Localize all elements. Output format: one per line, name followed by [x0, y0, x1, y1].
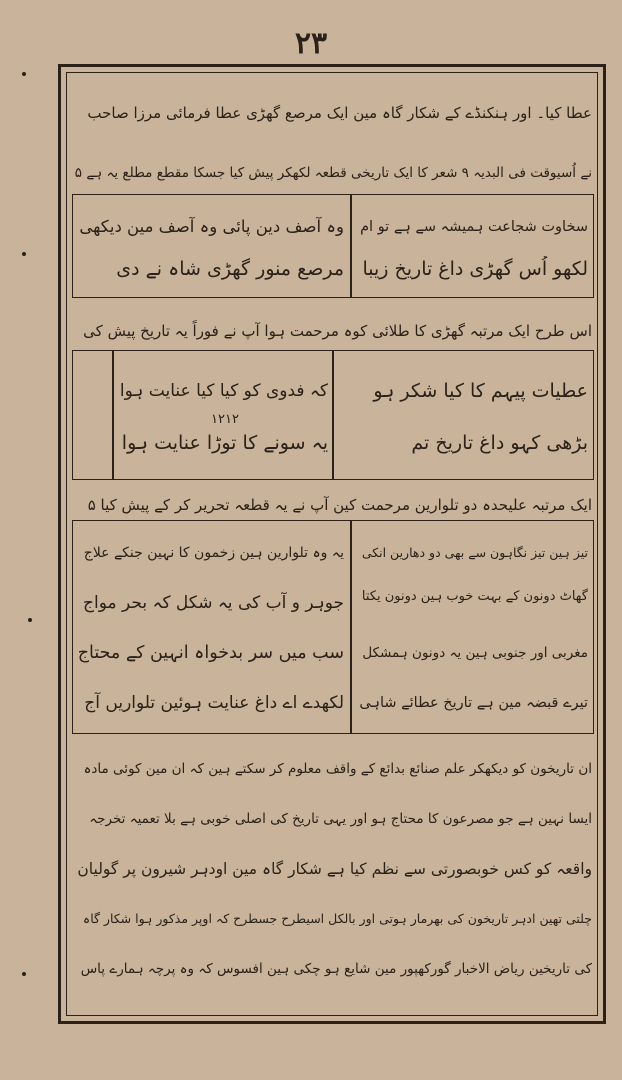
- verse3-left-4: لکھدے اے داغ عنایت ہوئین تلواریں آج: [84, 693, 344, 713]
- verse1-left-1: وہ آصف دین پائی وہ آصف مین دیکھی: [79, 217, 344, 236]
- verse2-right-2: بڑھی کہو داغ تاریخ تم: [411, 432, 588, 454]
- verse1-right-1: سخاوت شجاعت ہمیشہ سے ہے تو ام: [360, 219, 588, 235]
- verse3-right-1: تیز ہین تیز نگاہون سے بھی دو دھارین انکی: [361, 545, 588, 560]
- verse3-right-3: مغربی اور جنوبی ہین یہ دونون ہمشکل: [362, 645, 588, 661]
- paragraph-3: ایک مرتبہ علیحدہ دو تلوارین مرحمت کین آپ نے یہ قطعہ تحریر کر کے پیش کیا ۵: [87, 496, 592, 514]
- verse2-divider: [332, 350, 334, 480]
- margin-dot: [22, 972, 26, 976]
- verse3-left-3: سب میں سر بدخواہ انہین کے محتاج: [78, 643, 344, 663]
- verse1-left-2: مرصع منور گھڑی شاہ نے دی: [116, 258, 344, 280]
- page-number: ۲۳: [294, 26, 328, 61]
- verse1-right-2: لکھو اُس گھڑی داغ تاریخ زیبا: [362, 258, 588, 280]
- verse3-divider: [350, 520, 352, 734]
- intro-line-2: نے اُسیوقت فی البدیہ ۹ شعر کا ایک تاریخی قطعہ لکھکر پیش کیا جسکا مقطع مطلع یہ ہے ۵: [74, 165, 592, 181]
- verse3-right-4: تیرے قبضہ مین ہے تاریخ عطائے شاہی: [359, 695, 588, 711]
- closing-line-5: کی تاریخین ریاض الاخبار گورکھپور مین شایع ہو چکی ہین افسوس کہ وہ پرچہ ہمارے پاس: [80, 961, 592, 977]
- margin-dot: [28, 618, 32, 622]
- margin-dot: [22, 252, 26, 256]
- margin-dot: [22, 72, 26, 76]
- verse1-box: [72, 194, 594, 298]
- paragraph-2: اس طرح ایک مرتبہ گھڑی کا طلائی کوہ مرحمت ہوا آپ نے فوراً یہ تاریخ پیش کی: [83, 322, 592, 340]
- verse3-left-2: جوہر و آب کی یہ شکل کہ بحر مواج: [83, 593, 344, 613]
- verse2-right-1: عطیات پیہم کا کیا شکر ہو: [373, 380, 588, 402]
- closing-line-2: ایسا نہین ہے جو مصرعون کا محتاج ہو اور یہی تاریخ کی اصلی خوبی ہے بلا تعمیہ تخرجہ: [89, 811, 592, 827]
- intro-line-1: عطا کیا۔ اور ہنکنڈے کے شکار گاہ مین ایک مرصع گھڑی عطا فرمائی مرزا صاحب: [87, 104, 592, 122]
- verse1-divider: [350, 194, 352, 298]
- verse3-left-1: یہ وہ تلوارین ہین زخمون کا نہین جنکے علاج: [83, 545, 344, 561]
- verse2-date-note: ۱۲۱۲: [211, 412, 239, 427]
- closing-line-3: واقعہ کو کس خوبصورتی سے نظم کیا ہے شکار گاہ مین اودہر شیرون پر گولیان: [77, 860, 592, 878]
- closing-line-1: ان تاریخون کو دیکھکر علم صنائع بدائع کے واقف معلوم کر سکتے ہین کہ ان مین کوئی مادہ: [83, 761, 592, 777]
- verse2-left-2: یہ سونے کا توڑا عنایت ہوا: [121, 432, 328, 454]
- verse3-right-2: گھاٹ دونون کے بہت خوب ہین دونون یکتا: [361, 589, 588, 604]
- closing-line-4: چلتی تھین ادہر تاریخون کی بھرمار ہوتی اور بالکل اسیطرح جسطرح کہ اوپر مذکور ہوا شکار گاہ: [82, 911, 592, 926]
- verse2-left-1: کہ فدوی کو کیا کیا عنایت ہوا: [119, 381, 328, 401]
- verse2-inner-rule: [112, 350, 114, 480]
